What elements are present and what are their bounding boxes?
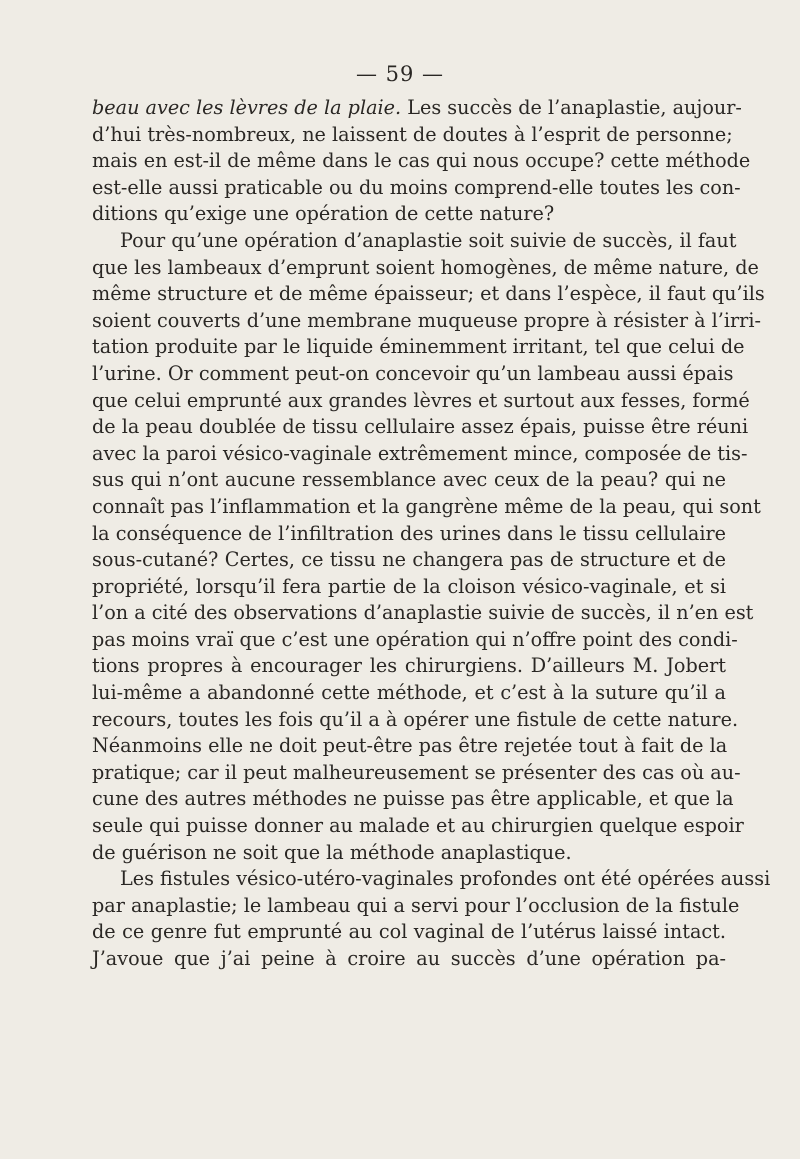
text-line: pas moins vraï que c’est une opération qui n’offre point des condi- — [92, 627, 738, 651]
text-line: de ce genre fut emprunté au col vaginal de l’utérus laissé intact. — [92, 920, 726, 944]
text-line: l’on a cité des observations d’anaplastie suivie de succès, il n’en est — [92, 601, 754, 625]
text-line: de guérison ne soit que la méthode anaplastique. — [92, 840, 572, 864]
text-line: l’urine. Or comment peut-on concevoir qu’un lambeau aussi épais — [92, 361, 734, 385]
text-line: avec la paroi vésico-vaginale extrêmement mince, composée de tis- — [92, 441, 748, 465]
text-line: connaît pas l’inflammation et la gangrène même de la peau, qui sont — [92, 494, 761, 518]
text-line: seule qui puisse donner au malade et au chirurgien quelque espoir — [92, 814, 744, 838]
text-line: lui-même a abandonné cette méthode, et c’est à la suture qu’il a — [92, 681, 726, 705]
text-line: beau avec les lèvres de la plaie. Les succès de l’anaplastie, aujour- — [92, 96, 742, 119]
text-line: même structure et de même épaisseur; et dans l’espèce, il faut qu’ils — [92, 282, 765, 306]
text-line: que celui emprunté aux grandes lèvres et surtout aux fesses, formé — [92, 388, 750, 412]
text-line: tation produite par le liquide éminemment irritant, tel que celui de — [92, 335, 745, 359]
text-line: tions propres à encourager les chirurgiens. D’ailleurs M. Jobert — [92, 654, 726, 678]
body-text — [92, 95, 771, 973]
text-line: sus qui n’ont aucune ressemblance avec ceux de la peau? qui ne — [92, 468, 726, 492]
page-number: — 59 — — [355, 62, 445, 86]
text-line: pratique; car il peut malheureusement se présenter des cas où au- — [92, 760, 741, 784]
text-line: est-elle aussi praticable ou du moins comprend-elle toutes les con- — [92, 175, 741, 199]
text-line: que les lambeaux d’emprunt soient homogènes, de même nature, de — [92, 255, 759, 279]
text-line: Pour qu’une opération d’anaplastie soit suivie de succès, il faut — [120, 228, 737, 252]
text-line: J’avoue que j’ai peine à croire au succès d’une opération pa- — [92, 947, 726, 970]
text-line: ditions qu’exige une opération de cette nature? — [92, 202, 555, 226]
text-line: recours, toutes les fois qu’il a à opérer une fistule de cette nature. — [92, 707, 739, 731]
italic-phrase: beau avec les lèvres de la plaie. — [92, 96, 402, 119]
text-line: propriété, lorsqu’il fera partie de la cloison vésico-vaginale, et si — [92, 574, 726, 598]
text-line: cune des autres méthodes ne puisse pas être applicable, et que la — [92, 787, 734, 811]
text-line: Les fistules vésico-utéro-vaginales profondes ont été opérées aussi — [120, 867, 771, 891]
text-line: la conséquence de l’infiltration des urines dans le tissu cellulaire — [92, 521, 726, 545]
text-line: sous-cutané? Certes, ce tissu ne changera pas de structure et de — [92, 548, 726, 572]
text-line: par anaplastie; le lambeau qui a servi pour l’occlusion de la fistule — [92, 893, 740, 917]
text-line: d’hui très-nombreux, ne laissent de doutes à l’esprit de personne; — [92, 122, 733, 146]
text-line: mais en est-il de même dans le cas qui nous occupe? cette méthode — [92, 149, 751, 173]
text-line: Néanmoins elle ne doit peut-être pas être rejetée tout à fait de la — [92, 734, 728, 758]
text-line: soient couverts d’une membrane muqueuse propre à résister à l’irri- — [92, 308, 761, 332]
text-line: de la peau doublée de tissu cellulaire assez épais, puisse être réuni — [92, 415, 749, 439]
